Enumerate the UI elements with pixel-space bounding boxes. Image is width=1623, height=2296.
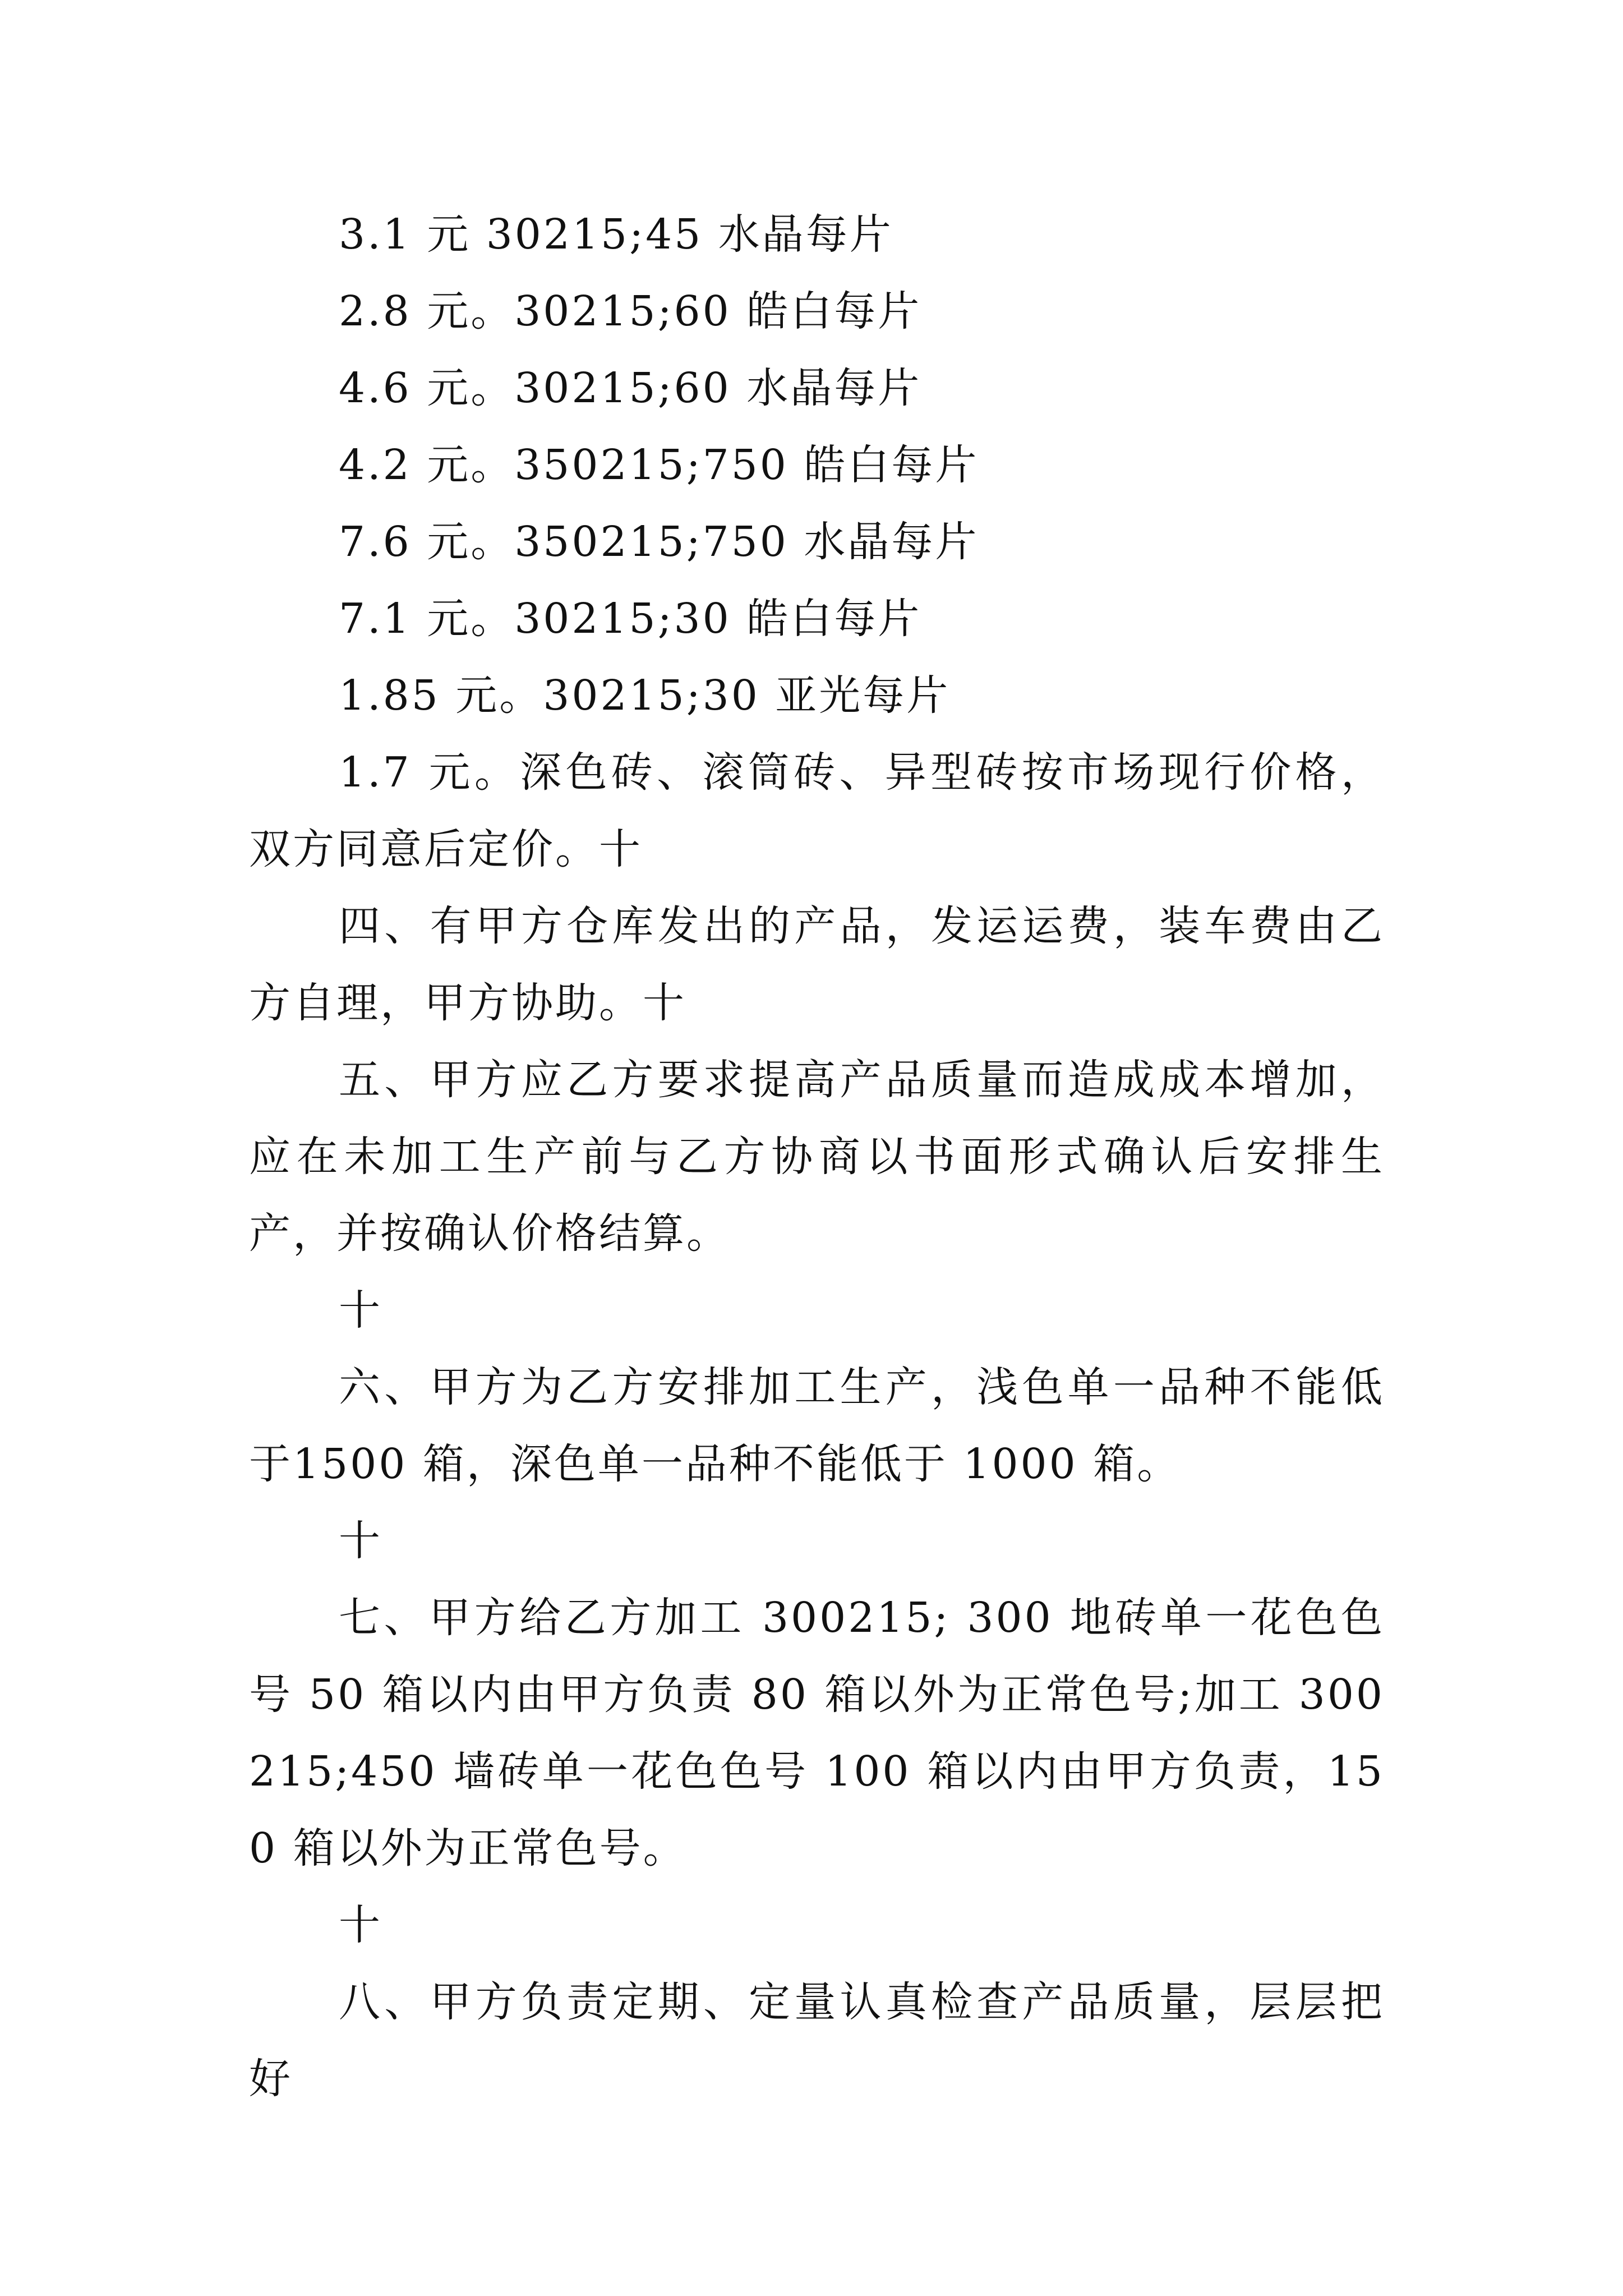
paragraph-clause-7: 七、甲方给乙方加工 300215; 300 地砖单一花色色号 50 箱以内由甲方负责 80 箱以外为正常色号;加工 300215;450 墙砖单一花色色号 100 箱以内由甲方负责，150 箱以外为正常色号。 [249, 1594, 1385, 1872]
paragraph-separator: 十 [339, 1286, 382, 1335]
paragraph-price-line: 1.85 元。30215;30 亚光每片 [339, 671, 951, 720]
paragraph-separator: 十 [339, 1901, 382, 1949]
paragraph-pricing-clause: 1.7 元。深色砖、滚筒砖、异型砖按市场现行价格，双方同意后定价。十 [249, 748, 1385, 873]
paragraph-clause-5: 五、甲方应乙方要求提高产品质量而造成成本增加，应在未加工生产前与乙方协商以书面形式确认后安排生产，并按确认价格结算。 [249, 1056, 1385, 1258]
paragraph-separator: 十 [339, 1517, 382, 1565]
paragraph-clause-4: 四、有甲方仓库发出的产品，发运运费，装车费由乙方自理，甲方协助。十 [249, 902, 1385, 1027]
paragraph-price-line: 7.1 元。30215;30 皓白每片 [339, 595, 922, 643]
paragraph-price-line: 4.2 元。350215;750 皓白每片 [339, 441, 979, 489]
paragraph-clause-6: 六、甲方为乙方安排加工生产，浅色单一品种不能低于1500 箱，深色单一品种不能低于 1000 箱。 [249, 1363, 1385, 1488]
paragraph-clause-8: 八、甲方负责定期、定量认真检查产品质量，层层把好 [249, 1978, 1385, 2103]
document-body [249, 196, 1385, 2118]
paragraph-price-line: 2.8 元。30215;60 皓白每片 [339, 287, 922, 335]
paragraph-price-line: 4.6 元。30215;60 水晶每片 [339, 364, 922, 412]
paragraph-price-line: 7.6 元。350215;750 水晶每片 [339, 518, 979, 566]
paragraph-price-line: 3.1 元 30215;45 水晶每片 [339, 210, 893, 259]
